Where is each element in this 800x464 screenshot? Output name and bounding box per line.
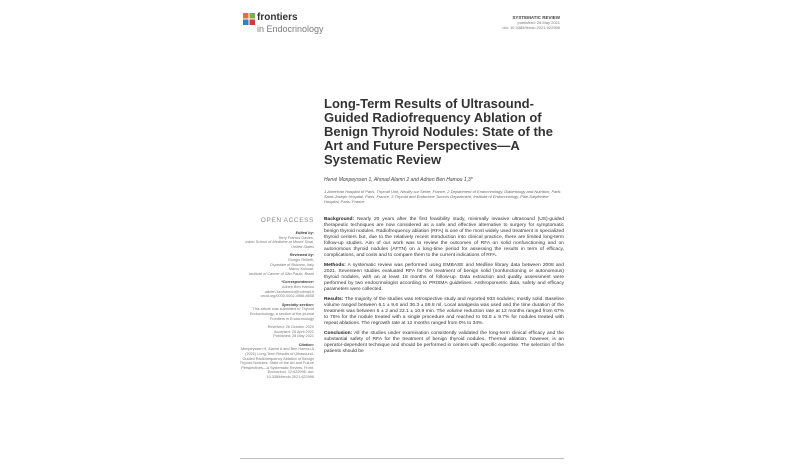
editor-name: Terry Francis Davies,: [278, 235, 314, 240]
authors: Hervé Monpeyssen 1, Ahmad Alamri 2 and Adrien Ben Hamou 1,3*: [324, 177, 473, 183]
dates: [236, 325, 314, 339]
methods-text: A systematic review was performed using EMBASE and Medline library data between 2008 and 2021. Seventeen studies evaluated RFA for the treatment of benign solid (nonfunctioning or autonomous) thyroid nodules, with an at least 18 months of follow-up. Data extraction and quality assessment were performed by two endocrinologist according to PRISMA guidelines. Anthropometric data, safety and efficacy parameters were collected.: [324, 263, 564, 292]
results-label: Results:: [324, 297, 344, 302]
specialty-label: Specialty section:: [281, 302, 314, 307]
reviewer-affiliation: Ospedale di Bolzano, Italy: [269, 262, 314, 267]
reviewed-label: Reviewed by:: [289, 253, 314, 258]
citation-label: Citation:: [298, 342, 314, 347]
open-access-label: OPEN ACCESS: [260, 217, 314, 224]
article-sidebar: [236, 231, 314, 384]
conclusion-label: Conclusion:: [324, 331, 353, 336]
article-meta: [502, 15, 560, 30]
conclusion-text: All the studies under examination consistently validated the long-term clinical efficacy and the substantial safety of RFA for the treatment of benign thyroid nodules. Thermal ablation, however, is an operator-dependent technique and should be performed in centers with specific expertise. The selection of the patients should be: [324, 331, 565, 354]
accepted-date: Accepted: 26 April 2021: [273, 329, 314, 334]
journal-name: in Endocrinology: [257, 24, 324, 34]
received-date: Received: 26 October 2020: [267, 325, 314, 330]
article-type: SYSTEMATIC REVIEW: [512, 15, 560, 20]
results-text: The majority of the studies was retrospective study and reported 933 nodules, mostly solid. Baseline volume ranged between 6.1 ± 9.6 and 36.3 ± 59.8 ml. Local analgesia was used and the time duration of the treatment was between 5 ± 2 and 22.1 ± 10.9 min. The volume reduction rate at 12 months ranged from 67% to 75% for the nodule treated with a single procedure and reached to 93.6 ± 9.7% for nodules treated with repeat ablations. The regrowth rate at 12 months ranged from 0% to 34%.: [324, 297, 564, 326]
corresponding-author: Adrien Ben Hamou: [281, 284, 314, 289]
affiliations: 1 American Hospital of Paris, Thyroid Unit, Neuilly sur Seine, France, 2 Department of Endocrinology, Diabetology and Nutrition, Paris Saint-Joseph Hospital, Paris, France, 3 Thyroid and Endocrine Tumors Department, Institute of Endocrinology, Pitié-Salpêtrière Hospital, Paris, France: [324, 189, 561, 205]
citation: [236, 343, 314, 380]
methods-label: Methods:: [324, 263, 346, 268]
specialty-section: [236, 303, 314, 321]
published-date-sidebar: Published: 28 May 2021: [273, 334, 314, 339]
abstract-results: [324, 297, 564, 327]
reviewer-name: Giorgio Rolletti,: [288, 257, 314, 262]
doi[interactable]: doi: 10.3389/fendo.2021.622996: [502, 25, 560, 30]
citation-text: Monpeyssen H, Alamri A and Ben Hamou A (2021) Long-Term Results of Ultrasound-Guided Radiofrequency Ablation of Benign Thyroid Nodules: State of the Art and Future Perspectives—A Systematic Review. Front. Endocrinol. 12:622996. doi: 10.3389/fendo.2021.622996: [239, 347, 314, 380]
frontiers-logo-icon: [243, 13, 255, 25]
edited-by: [236, 231, 314, 249]
article-title: Long-Term Results of Ultrasound-Guided Radiofrequency Ablation of Benign Thyroid Nodules: State of the Art and Future Perspectives—A Systematic Review: [324, 96, 553, 167]
reviewer-affiliation: Institute of Cancer of São Paulo, Brazil: [248, 271, 314, 276]
abstract-background: [324, 217, 564, 259]
footer-divider: [240, 458, 564, 459]
correspondence-email[interactable]: adrien.benhamou@hotmail.fr: [264, 289, 314, 294]
reviewer-name: Marco Kulcsar,: [288, 267, 314, 272]
abstract-conclusion: [324, 331, 564, 355]
specialty-text: This article was submitted to Thyroid Endocrinology, a section of the journal Frontiers in Endocrinology: [249, 307, 314, 321]
reviewed-by: [236, 253, 314, 276]
edited-label: Edited by:: [295, 231, 314, 235]
correspondence-orcid[interactable]: orcid.org/0000-0002-4986-8658: [260, 294, 314, 299]
background-text: Nearly 20 years after the first feasibility study, minimally invasive ultrasound (US)-guided therapeutic techniques are now considered as a safe and effective alternative to surgery for symptomatic benign thyroid nodules. Radiofrequency ablation (RFA) is one of the most widely used treatment in specialized thyroid centers but, due to the relatively recent introduction into clinical practice, there are limited long-term follow-up studies. Aim of our work was to review the outcomes of RFA on solid nonfunctioning and on autonomous thyroid nodules (AFTN) on a long-time period for assessing the results in term of efficacy, complications, and costs and to compare them to the current indications of RFA.: [324, 217, 565, 258]
brand-name: frontiers: [257, 12, 298, 23]
editor-affiliation: Icahn School of Medicine at Mount Sinai, United States: [245, 240, 314, 249]
abstract-methods: [324, 263, 564, 293]
abstract: [324, 217, 564, 359]
published-date: published: 28 May 2021: [517, 20, 560, 25]
correspondence-label: *Correspondence:: [281, 280, 314, 285]
correspondence: [236, 280, 314, 298]
background-label: Background:: [324, 217, 355, 222]
